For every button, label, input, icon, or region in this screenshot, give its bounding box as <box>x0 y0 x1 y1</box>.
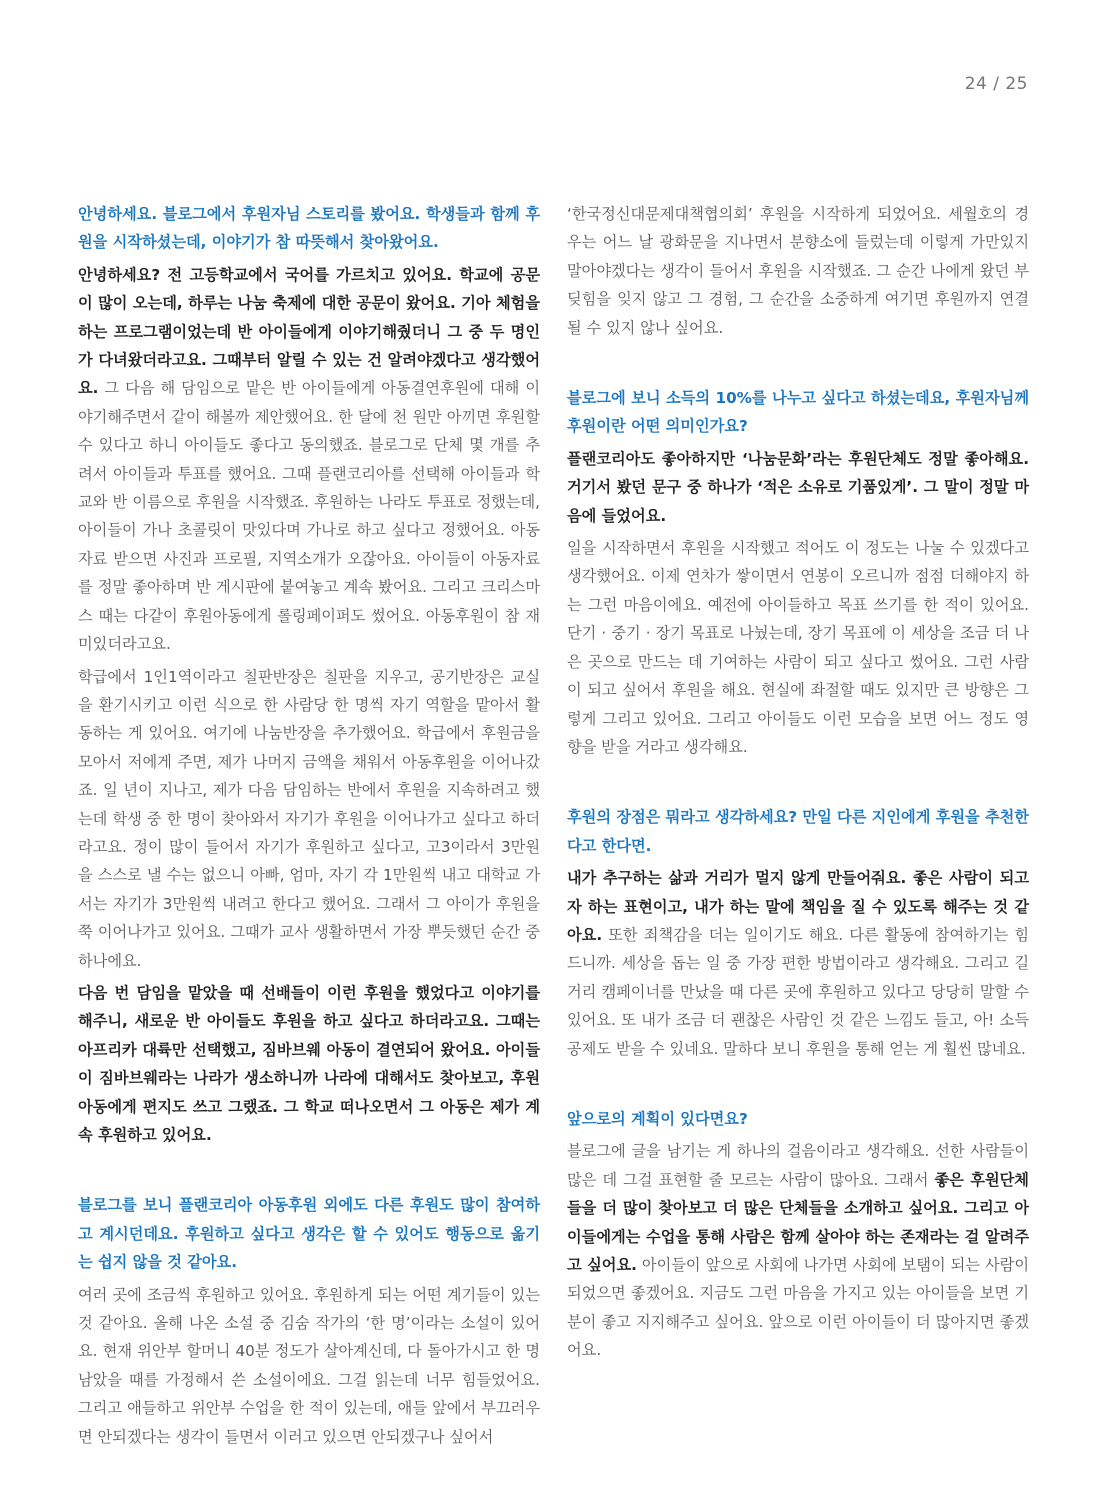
answer-1-paragraph-1 <box>78 261 540 659</box>
answer-4-paragraph <box>567 864 1029 1063</box>
answer-1-body: 그 다음 해 담임으로 맡은 반 아이들에게 아동결연후원에 대해 이야기해주면서 같이 해볼까 제안했어요. 한 달에 천 원만 아끼면 후원할 수 있다고 하니 아이들도 좋다고 동의했죠. 블로그로 단체 몇 개를 추려서 아이들과 투표를 했어요. 그때 플랜코리아를 선택해 아이들과 학교와 반 이름으로 후원을 시작했죠. 후원하는 나라도 투표로 정했는데, 아이들이 가나 초콜릿이 맛있다며 가나로 하고 싶다고 정했어요. 아동자료 받으면 사진과 프로필, 지역소개가 오잖아요. 아이들이 아동자료를 정말 좋아하며 반 게시판에 붙여놓고 계속 봤어요. 그리고 크리스마스 때는 다같이 후원아동에게 롤링페이퍼도 썼어요. 아동후원이 참 재미있더라고요. <box>78 379 540 654</box>
right-column <box>567 200 1029 1369</box>
answer-5-emphasis: 좋은 후원단체들을 더 많이 찾아보고 더 많은 단체들을 소개하고 싶어요. 그리고 아이들에게는 수업을 통해 사람은 함께 살아야 하는 존재라는 걸 알려주고 싶어요. <box>567 1170 1029 1274</box>
section-1 <box>78 200 540 1149</box>
answer-1-paragraph-2: 학급에서 1인1역이라고 칠판반장은 칠판을 지우고, 공기반장은 교실을 환기시키고 이런 식으로 한 사람당 한 명씩 자기 역할을 맡아서 활동하는 게 있어요. 여기에 나눔반장을 추가했어요. 학급에서 후원금을 모아서 저에게 주면, 제가 나머지 금액을 채워서 아동후원을 이어나갔죠. 일 년이 지나고, 제가 다음 담임하는 반에서 후원을 지속하려고 했는데 학생 중 한 명이 찾아와서 자기가 후원을 이어나가고 싶다고 하더라고요. 정이 많이 들어서 자기가 후원하고 싶다고, 고3이라서 3만원을 스스로 낼 수는 없으니 아빠, 엄마, 자기 각 1만원씩 내고 대학교 가서는 자기가 3만원씩 내려고 한다고 했어요. 그래서 그 아이가 후원을 쭉 이어나가고 있어요. 그때가 교사 생활하면서 가장 뿌듯했던 순간 중 하나에요. <box>78 667 540 970</box>
question-4: 후원의 장점은 뭐라고 생각하세요? 만일 다른 지인에게 후원을 추천한다고 한다면. <box>567 808 1029 855</box>
section-3 <box>567 384 1029 761</box>
question-5: 앞으로의 계획이 있다면요? <box>567 1109 748 1128</box>
question-2: 블로그를 보니 플랜코리아 아동후원 외에도 다른 후원도 많이 참여하고 계시던데요. 후원하고 싶다고 생각은 할 수 있어도 행동으로 옮기는 쉽지 않을 것 같아요. <box>78 1196 540 1272</box>
answer-3-emphasis: 플랜코리아도 좋아하지만 ‘나눔문화’라는 후원단체도 정말 좋아해요. 거기서 봤던 문구 중 하나가 ‘적은 소유로 기품있게’. 그 말이 정말 마음에 들었어요. <box>567 449 1029 525</box>
left-column <box>78 200 540 1455</box>
question-3: 블로그에 보니 소득의 10%를 나누고 싶다고 하셨는데요, 후원자님께 후원이란 어떤 의미인가요? <box>567 389 1029 436</box>
page-number: 24 / 25 <box>964 74 1028 94</box>
answer-3-paragraph-2: 일을 시작하면서 후원을 시작했고 적어도 이 정도는 나눌 수 있겠다고 생각했어요. 이제 연차가 쌓이면서 연봉이 오르니까 점점 더해야지 하는 그런 마음이에요. 예전에 아이들하고 목표 쓰기를 한 적이 있어요. 단기 · 중기 · 장기 목표로 나눴는데, 장기 목표에 이 세상을 조금 더 나은 곳으로 만드는 데 기여하는 사람이 되고 싶다고 썼어요. 그런 사람이 되고 싶어서 후원을 해요. 현실에 좌절할 때도 있지만 큰 방향은 그렇게 그리고 있어요. 그리고 아이들도 이런 모습을 보면 어느 정도 영향을 받을 거라고 생각해요. <box>567 539 1029 756</box>
answer-5-paragraph <box>567 1137 1029 1364</box>
answer-1-emphasis: 안녕하세요? 전 고등학교에서 국어를 가르치고 있어요. 학교에 공문이 많이 오는데, 하루는 나눔 축제에 대한 공문이 왔어요. 기아 체험을 하는 프로그램이었는데 반 아이들에게 이야기해줬더니 그 중 두 명인가 다녀왔더라고요. 그때부터 알릴 수 있는 건 알려야겠다고 생각했어요. <box>78 265 540 398</box>
answer-5-body: 아이들이 앞으로 사회에 나가면 사회에 보탬이 되는 사람이 되었으면 좋겠어요. 지금도 그런 마음을 가지고 있는 아이들을 보면 기분이 좋고 지지해주고 싶어요. 앞으로 이런 아이들이 더 많아지면 좋겠어요. <box>567 1256 1029 1360</box>
answer-2-paragraph-1: 여러 곳에 조금씩 후원하고 있어요. 후원하게 되는 어떤 계기들이 있는 것 같아요. 올해 나온 소설 중 김숨 작가의 ‘한 명’이라는 소설이 있어요. 현재 위안부 할머니 40분 정도가 살아계신데, 다 돌아가시고 한 명 남았을 때를 가정해서 쓴 소설이에요. 그걸 읽는데 너무 힘들었어요. 그리고 애들하고 위안부 수업을 한 적이 있는데, 애들 앞에서 부끄러우면 안되겠다는 생각이 들면서 이러고 있으면 안되겠구나 싶어서 <box>78 1285 540 1446</box>
question-1: 안녕하세요. 블로그에서 후원자님 스토리를 봤어요. 학생들과 함께 후원을 시작하셨는데, 이야기가 참 따뜻해서 찾아왔어요. <box>78 205 540 252</box>
section-5 <box>567 1105 1029 1365</box>
answer-4-body: 또한 죄책감을 더는 일이기도 해요. 다른 활동에 참여하기는 힘드니까. 세상을 돕는 일 중 가장 편한 방법이라고 생각해요. 그리고 길거리 캠페이너를 만났을 때 다른 곳에 후원하고 있다고 당당히 말할 수 있어요. 또 내가 조금 더 괜찮은 사람인 것 같은 느낌도 들고, 아! 소득공제도 받을 수 있네요. 말하다 보니 후원을 통해 얻는 게 훨씬 많네요. <box>567 925 1029 1058</box>
section-2 <box>78 1191 540 1451</box>
answer-2-continued: ‘한국정신대문제대책협의회’ 후원을 시작하게 되었어요. 세월호의 경우는 어느 날 광화문을 지나면서 분향소에 들렀는데 이렇게 가만있지 말아야겠다는 생각이 들어서 후원을 시작했죠. 그 순간 나에게 왔던 부딪힘을 잊지 않고 그 경험, 그 순간을 소중하게 여기면 후원까지 연결될 수 있지 않나 싶어요. <box>567 205 1029 337</box>
answer-4-emphasis: 내가 추구하는 삶과 거리가 멀지 않게 만들어줘요. 좋은 사람이 되고자 하는 표현이고, 내가 하는 말에 책임을 질 수 있도록 해주는 것 같아요. <box>567 869 1029 944</box>
answer-5-intro: 블로그에 글을 남기는 게 하나의 걸음이라고 생각해요. 선한 사람들이 많은 데 그걸 표현할 줄 모르는 사람이 많아요. 그래서 <box>567 1142 1029 1189</box>
section-2-continued <box>567 200 1029 342</box>
section-4 <box>567 803 1029 1063</box>
answer-1-paragraph-3: 다음 번 담임을 맡았을 때 선배들이 이런 후원을 했었다고 이야기를 해주니, 새로운 반 아이들도 후원을 하고 싶다고 하더라고요. 그때는 아프리카 대륙만 선택했고, 짐바브웨 아동이 결연되어 왔어요. 아이들이 짐바브웨라는 나라가 생소하니까 나라에 대해서도 찾아보고, 후원아동에게 편지도 쓰고 그랬죠. 그 학교 떠나오면서 그 아동은 제가 계속 후원하고 있어요. <box>78 983 540 1144</box>
